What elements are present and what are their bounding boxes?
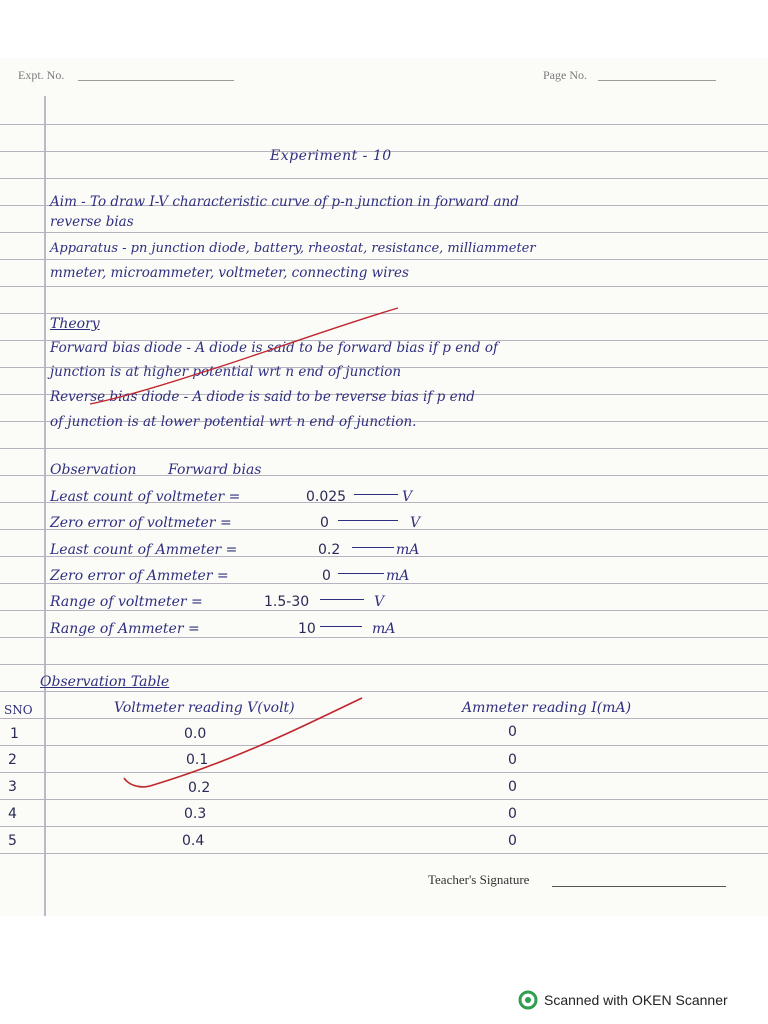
observation-blank-line <box>354 494 398 495</box>
observation-label: Zero error of voltmeter = <box>50 515 232 531</box>
table-cell-sno: 4 <box>8 806 17 822</box>
page-no-line <box>598 80 716 81</box>
experiment-title: Experiment - 10 <box>270 148 392 164</box>
table-col-sno: SNO <box>4 703 33 717</box>
observation-unit: V <box>402 489 413 505</box>
observation-unit: mA <box>386 568 410 584</box>
table-cell-sno: 2 <box>8 752 17 768</box>
table-cell-voltage: 0.4 <box>182 833 205 849</box>
table-cell-voltage: 0.2 <box>188 780 211 796</box>
observation-label: Range of voltmeter = <box>50 594 203 610</box>
table-cell-sno: 3 <box>8 779 17 795</box>
theory-forward-line-2: junction is at higher potential wrt n end of junction <box>50 364 402 380</box>
table-col-ammeter: Ammeter reading I(mA) <box>462 700 632 716</box>
apparatus-line-1: Apparatus - pn junction diode, battery, rheostat, resistance, milliammeter <box>50 241 536 256</box>
table-cell-current: 0 <box>508 724 517 740</box>
table-cell-voltage: 0.1 <box>186 752 209 768</box>
observation-value: 0 <box>320 515 329 531</box>
ruled-line <box>0 259 768 260</box>
observation-blank-line <box>320 599 364 600</box>
table-cell-current: 0 <box>508 779 517 795</box>
observation-unit: mA <box>372 621 396 637</box>
table-cell-current: 0 <box>508 752 517 768</box>
observation-blank-line <box>352 547 394 548</box>
observation-blank-line <box>338 573 384 574</box>
observation-unit: V <box>374 594 385 610</box>
ruled-line <box>0 664 768 665</box>
table-cell-voltage: 0.0 <box>184 726 207 742</box>
expt-no-line <box>78 80 234 81</box>
observation-value: 0.025 <box>306 489 347 505</box>
observation-heading: Observation <box>50 462 137 478</box>
observation-value: 10 <box>298 621 316 637</box>
aim-line-1: Aim - To draw I-V characteristic curve of p-n junction in forward and <box>50 194 519 210</box>
ruled-line <box>0 772 768 773</box>
ruled-line <box>0 745 768 746</box>
theory-reverse-line-2: of junction is at lower potential wrt n end of junction. <box>50 414 417 430</box>
observation-value: 0.2 <box>318 542 341 558</box>
ruled-line <box>0 448 768 449</box>
expt-no-label: Expt. No. <box>18 68 65 82</box>
observation-table-heading: Observation Table <box>40 674 170 690</box>
ruled-line <box>0 826 768 827</box>
table-cell-current: 0 <box>508 833 517 849</box>
notebook-page <box>0 58 768 916</box>
table-cell-sno: 5 <box>8 833 17 849</box>
theory-forward-line-1: Forward bias diode - A diode is said to be forward bias if p end of <box>50 340 498 356</box>
table-col-voltmeter: Voltmeter reading V(volt) <box>114 700 295 716</box>
ruled-line <box>0 718 768 719</box>
margin-line <box>44 96 46 916</box>
table-cell-current: 0 <box>508 806 517 822</box>
observation-value: 0 <box>322 568 331 584</box>
apparatus-line-2: mmeter, microammeter, voltmeter, connecting wires <box>50 265 409 281</box>
ruled-line <box>0 286 768 287</box>
theory-heading: Theory <box>50 316 100 332</box>
teacher-signature-line <box>552 886 726 887</box>
observation-label: Least count of Ammeter = <box>50 542 238 558</box>
observation-label: Zero error of Ammeter = <box>50 568 229 584</box>
observation-unit: V <box>410 515 421 531</box>
ruled-line <box>0 313 768 314</box>
ruled-line <box>0 124 768 125</box>
observation-blank-line <box>338 520 398 521</box>
table-cell-sno: 1 <box>10 726 19 742</box>
ruled-line <box>0 178 768 179</box>
observation-label: Least count of voltmeter = <box>50 489 241 505</box>
teacher-signature-label: Teacher's Signature <box>428 872 530 887</box>
ruled-line <box>0 232 768 233</box>
observation-blank-line <box>320 626 362 627</box>
theory-reverse-line-1: Reverse bias diode - A diode is said to be reverse bias if p end <box>50 389 475 405</box>
observation-unit: mA <box>396 542 420 558</box>
scanner-text: Scanned with OKEN Scanner <box>544 992 728 1008</box>
scanner-logo-icon <box>518 990 538 1010</box>
ruled-line <box>0 853 768 854</box>
observation-subheading: Forward bias <box>168 462 262 478</box>
aim-line-2: reverse bias <box>50 214 134 230</box>
table-cell-voltage: 0.3 <box>184 806 207 822</box>
observation-label: Range of Ammeter = <box>50 621 200 637</box>
page-no-label: Page No. <box>543 68 587 82</box>
observation-value: 1.5-30 <box>264 594 310 610</box>
scanner-watermark <box>518 990 728 1010</box>
ruled-line <box>0 799 768 800</box>
